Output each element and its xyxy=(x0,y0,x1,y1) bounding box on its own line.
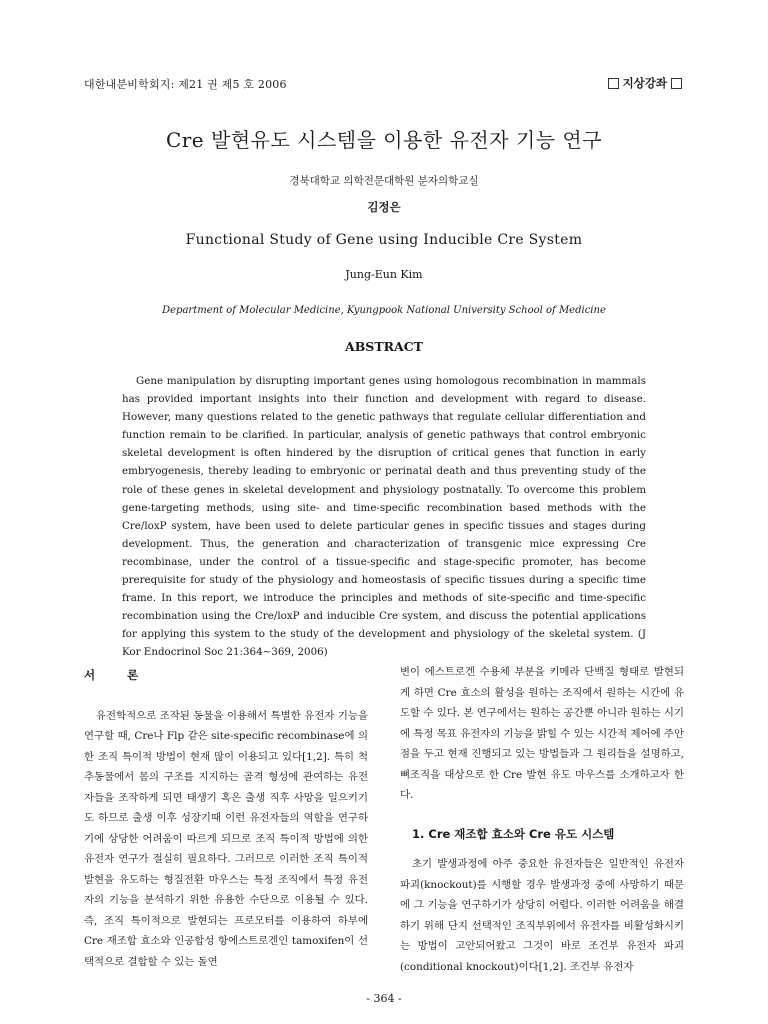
section-label xyxy=(608,75,682,91)
right-column xyxy=(400,662,684,977)
square-bullet-icon xyxy=(608,78,619,89)
affiliation-korean: 경북대학교 의학전문대학원 분자의학교실 xyxy=(289,175,479,187)
square-bullet-icon xyxy=(671,78,682,89)
title-korean: Cre 발현유도 시스템을 이용한 유전자 기능 연구 xyxy=(165,128,603,152)
author-english: Jung-Eun Kim xyxy=(345,268,423,281)
title-english: Functional Study of Gene using Inducible Cre System xyxy=(185,232,583,248)
abstract-text: Gene manipulation by disrupting important genes using homologous recombination in mammals has provided important insights into their function and development with regard to disease. However, many questions related to the genetic pathways that regulate cellular differentiation and function remain to be clarified. In particular, analysis of genetic pathways that control embryonic skeletal development is often hindered by the disruption of critical genes that function in early embryogenesis, thereby leading to embryonic or perinatal death and thus preventing study of the role of these genes in skeletal development and physiology postnatally. To overcome this problem gene-targeting methods, using site- and time-specific recombination based methods with the Cre/loxP system, have been used to delete particular genes in specific tissues and stages during development. Thus, the generation and characterization of transgenic mice expressing Cre recombinase, under the control of a tissue-specific and stage-specific promoter, has become prerequisite for study of the physiology and homeostasis of specific tissues during a specific time frame. In this report, we introduce the principles and methods of site-specific and time-specific recombination using the Cre/loxP and inducible Cre system, and discuss the potential applications for applying this system to the study of the development and physiology of the skeletal system. (J Kor Endocrinol Soc 21:364~369, 2006) xyxy=(122,375,646,659)
section-label-text: 지상강좌 xyxy=(622,76,667,90)
introduction-paragraph: 유전학적으로 조작된 동물을 이용해서 특별한 유전자 기능을 연구할 때, Cre나 Flp 같은 site-specific recombinase에 의한 조직 특이적 방법이 현재 많이 이용되고 있다[1,2]. 특히 척추동물에서 몸의 구조를 지지하는 골격 형성에 관여하는 유전자들을 조작하게 되면 태생기 혹은 출생 직후 사망을 일으키기도 하므로 출생 이후 성장기때 이런 유전자들의 역할을 연구하기에 상당한 어려움이 따르게 되므로 조직 특이적 방법에 의한 유전자 연구가 절실히 필요하다. 그러므로 이러한 조직 특이적 발현을 유도하는 형질전환 마우스는 특정 조직에서 특정 유전자의 기능을 분석하기 위한 유용한 수단으로 이용될 수 있다. 즉, 조직 특이적으로 발현되는 프로모터를 이용하여 하부에 Cre 재조합 효소와 인공합성 항에스트로겐인 tamoxifen이 선택적으로 결합할 수 있는 돌연 xyxy=(84,709,368,968)
introduction-paragraph-continued: 변이 에스트로겐 수용체 부분을 키메라 단백질 형태로 발현되게 하면 Cre 효소의 활성을 원하는 조직에서 원하는 시간에 유도할 수 있다. 본 연구에서는 원하는 공간뿐 아니라 원하는 시기에 특정 목표 유전자의 기능을 밝힐 수 있는 시간적 제어에 주안점을 두고 현재 진행되고 있는 방법들과 그 원리들을 설명하고, 뼈조직을 대상으로 한 Cre 발현 유도 마우스를 소개하고자 한다. xyxy=(400,666,684,801)
author-korean: 김정은 xyxy=(367,200,401,214)
subsection-paragraph: 초기 발생과정에 아주 중요한 유전자들은 일반적인 유전자 파괴(knockout)를 시행할 경우 발생과정 중에 사망하기 때문에 그 기능을 연구하기가 상당히 어렵다. 이러한 어려움을 해결하기 위해 단지 선택적인 조직부위에서 유전자를 비활성화시키는 방법이 고안되어왔고 그것이 바로 조건부 유전자 파괴(conditional knockout)이다[1,2]. 조건부 유전자 xyxy=(400,858,684,973)
subsection-heading: 1. Cre 재조합 효소와 Cre 유도 시스템 xyxy=(412,826,615,841)
left-column xyxy=(84,665,368,972)
section-heading-introduction: 서 론 xyxy=(84,668,153,682)
page-number: - 364 - xyxy=(366,992,402,1005)
abstract-heading: ABSTRACT xyxy=(345,339,423,354)
affiliation-english: Department of Molecular Medicine, Kyungpook National University School of Medicine xyxy=(162,305,606,316)
journal-citation: 대한내분비학회지: 제21 권 제5 호 2006 xyxy=(84,78,287,91)
